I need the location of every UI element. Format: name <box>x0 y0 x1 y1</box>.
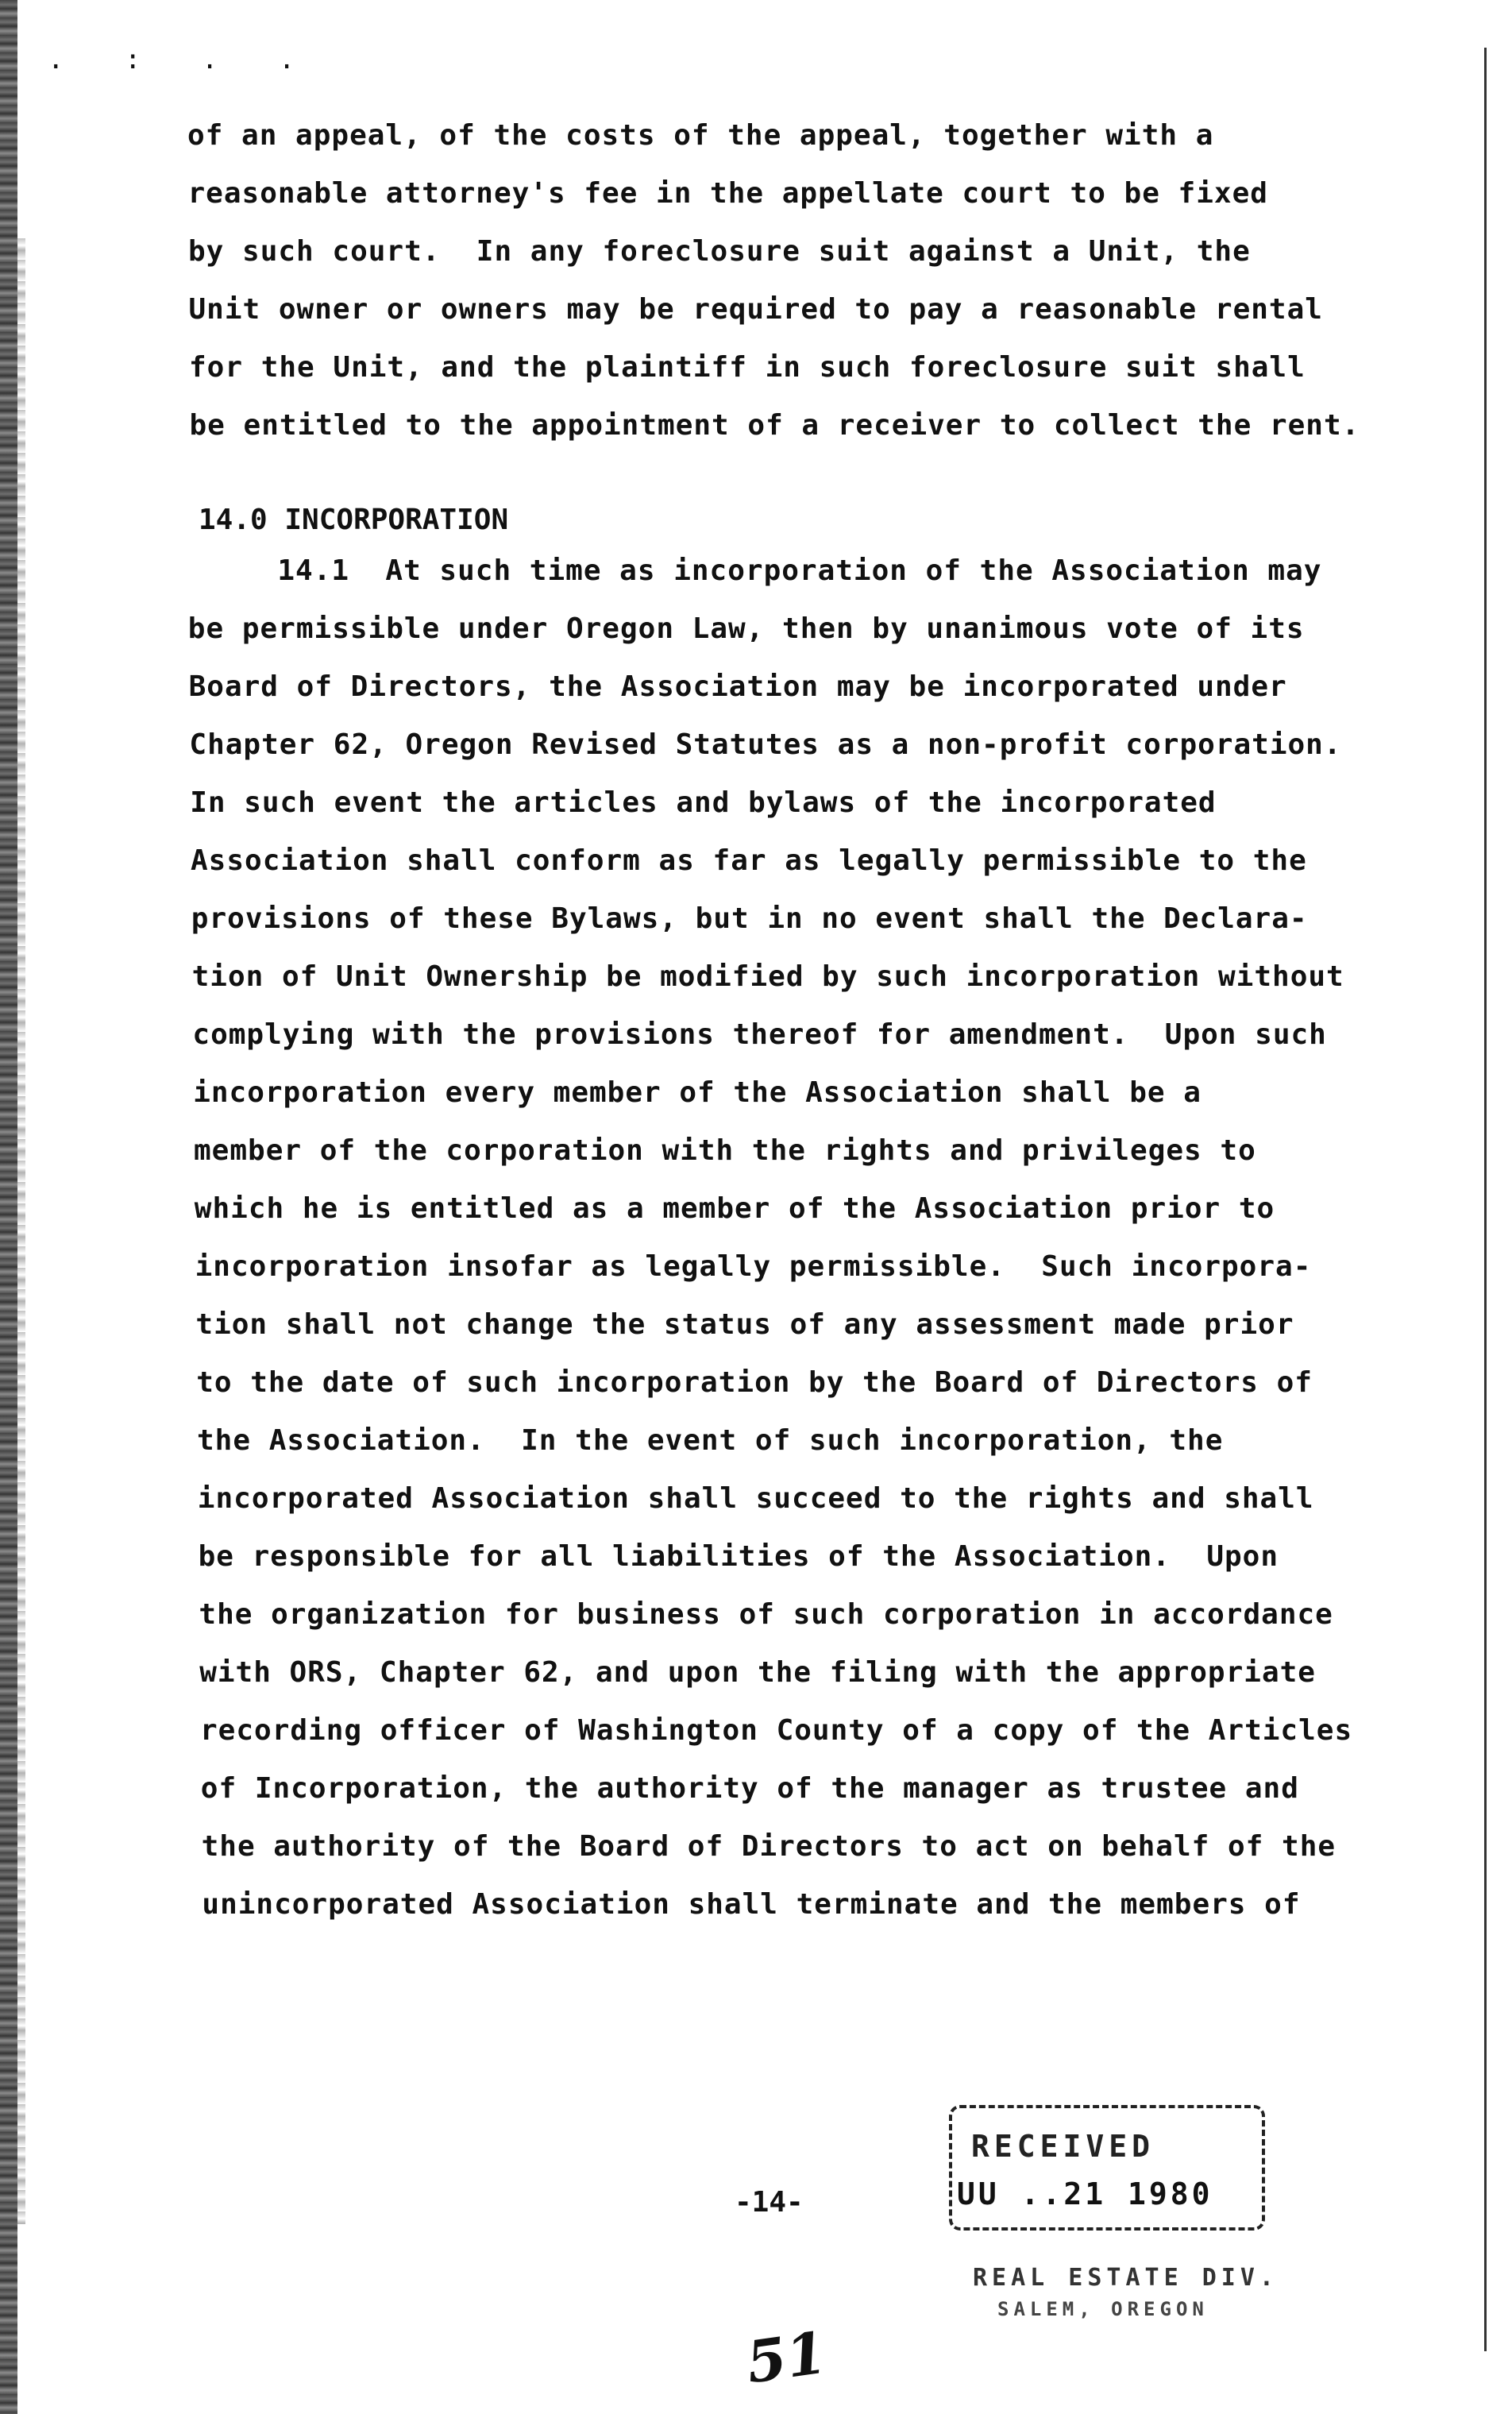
stamp-line-2: SALEM, OREGON <box>997 2298 1209 2320</box>
stamp-border <box>949 2105 1265 2231</box>
text-line: tion shall not change the status of any assessment made prior <box>195 1308 1294 1341</box>
text-line: 14.1 At such time as incorporation of the Association may <box>187 554 1322 587</box>
text-line: the authority of the Board of Directors to act on behalf of the <box>201 1830 1336 1863</box>
page-number: -14- <box>735 2186 804 2219</box>
top-marks: . : . . <box>48 44 318 75</box>
text-line: complying with the provisions thereof for amendment. Upon such <box>192 1018 1327 1051</box>
text-line: be entitled to the appointment of a receiver to collect the rent. <box>189 409 1360 442</box>
text-line: Board of Directors, the Association may be incorporated under <box>188 670 1287 703</box>
scan-right-edge <box>1484 48 1487 2351</box>
text-line: reasonable attorney's fee in the appellate court to be fixed <box>187 177 1268 210</box>
scan-left-edge <box>0 0 17 2414</box>
handwritten-page-number: 51 <box>742 2318 831 2397</box>
text-line: incorporation insofar as legally permissible. Such incorpora- <box>195 1250 1312 1283</box>
text-line: by such court. In any foreclosure suit against a Unit, the <box>188 235 1251 268</box>
text-line: for the Unit, and the plaintiff in such foreclosure suit shall <box>189 351 1306 384</box>
text-line: incorporated Association shall succeed to the rights and shall <box>197 1482 1314 1515</box>
text-line: to the date of such incorporation by the Board of Directors of <box>196 1366 1313 1399</box>
text-line: In such event the articles and bylaws of the incorporated <box>190 786 1217 819</box>
stamp-line-1: REAL ESTATE DIV. <box>973 2264 1279 2292</box>
stamp-received-text: RECEIVED <box>971 2129 1155 2164</box>
received-stamp <box>949 2105 1265 2248</box>
text-line: the Association. In the event of such incorporation, the <box>197 1424 1224 1457</box>
text-line: Association shall conform as far as legally permissible to the <box>191 844 1307 877</box>
text-line: unincorporated Association shall terminate and the members of <box>202 1888 1301 1921</box>
text-line: recording officer of Washington County of a copy of the Articles <box>200 1714 1353 1747</box>
text-line: member of the corporation with the rights and privileges to <box>194 1134 1256 1167</box>
stamp-date: UU ..21 1980 <box>957 2176 1213 2211</box>
text-line: be responsible for all liabilities of the Association. Upon <box>198 1540 1279 1573</box>
text-line: Unit owner or owners may be required to pay a reasonable rental <box>188 293 1323 326</box>
text-line: incorporation every member of the Association shall be a <box>193 1076 1202 1109</box>
text-line: of an appeal, of the costs of the appeal, together with a <box>187 119 1214 152</box>
text-line: tion of Unit Ownership be modified by such incorporation without <box>191 960 1344 993</box>
scan-left-noise <box>17 238 25 2224</box>
text-line: provisions of these Bylaws, but in no event shall the Declara- <box>191 902 1308 935</box>
text-line: with ORS, Chapter 62, and upon the filing with the appropriate <box>199 1656 1316 1689</box>
text-line: Chapter 62, Oregon Revised Statutes as a non-profit corporation. <box>189 728 1342 761</box>
text-line: be permissible under Oregon Law, then by unanimous vote of its <box>187 612 1305 645</box>
text-line: the organization for business of such corporation in accordance <box>199 1598 1333 1631</box>
text-line: which he is entitled as a member of the Association prior to <box>194 1192 1275 1225</box>
section-heading: 14.0 INCORPORATION <box>199 504 509 536</box>
text-line: of Incorporation, the authority of the manager as trustee and <box>200 1772 1299 1805</box>
